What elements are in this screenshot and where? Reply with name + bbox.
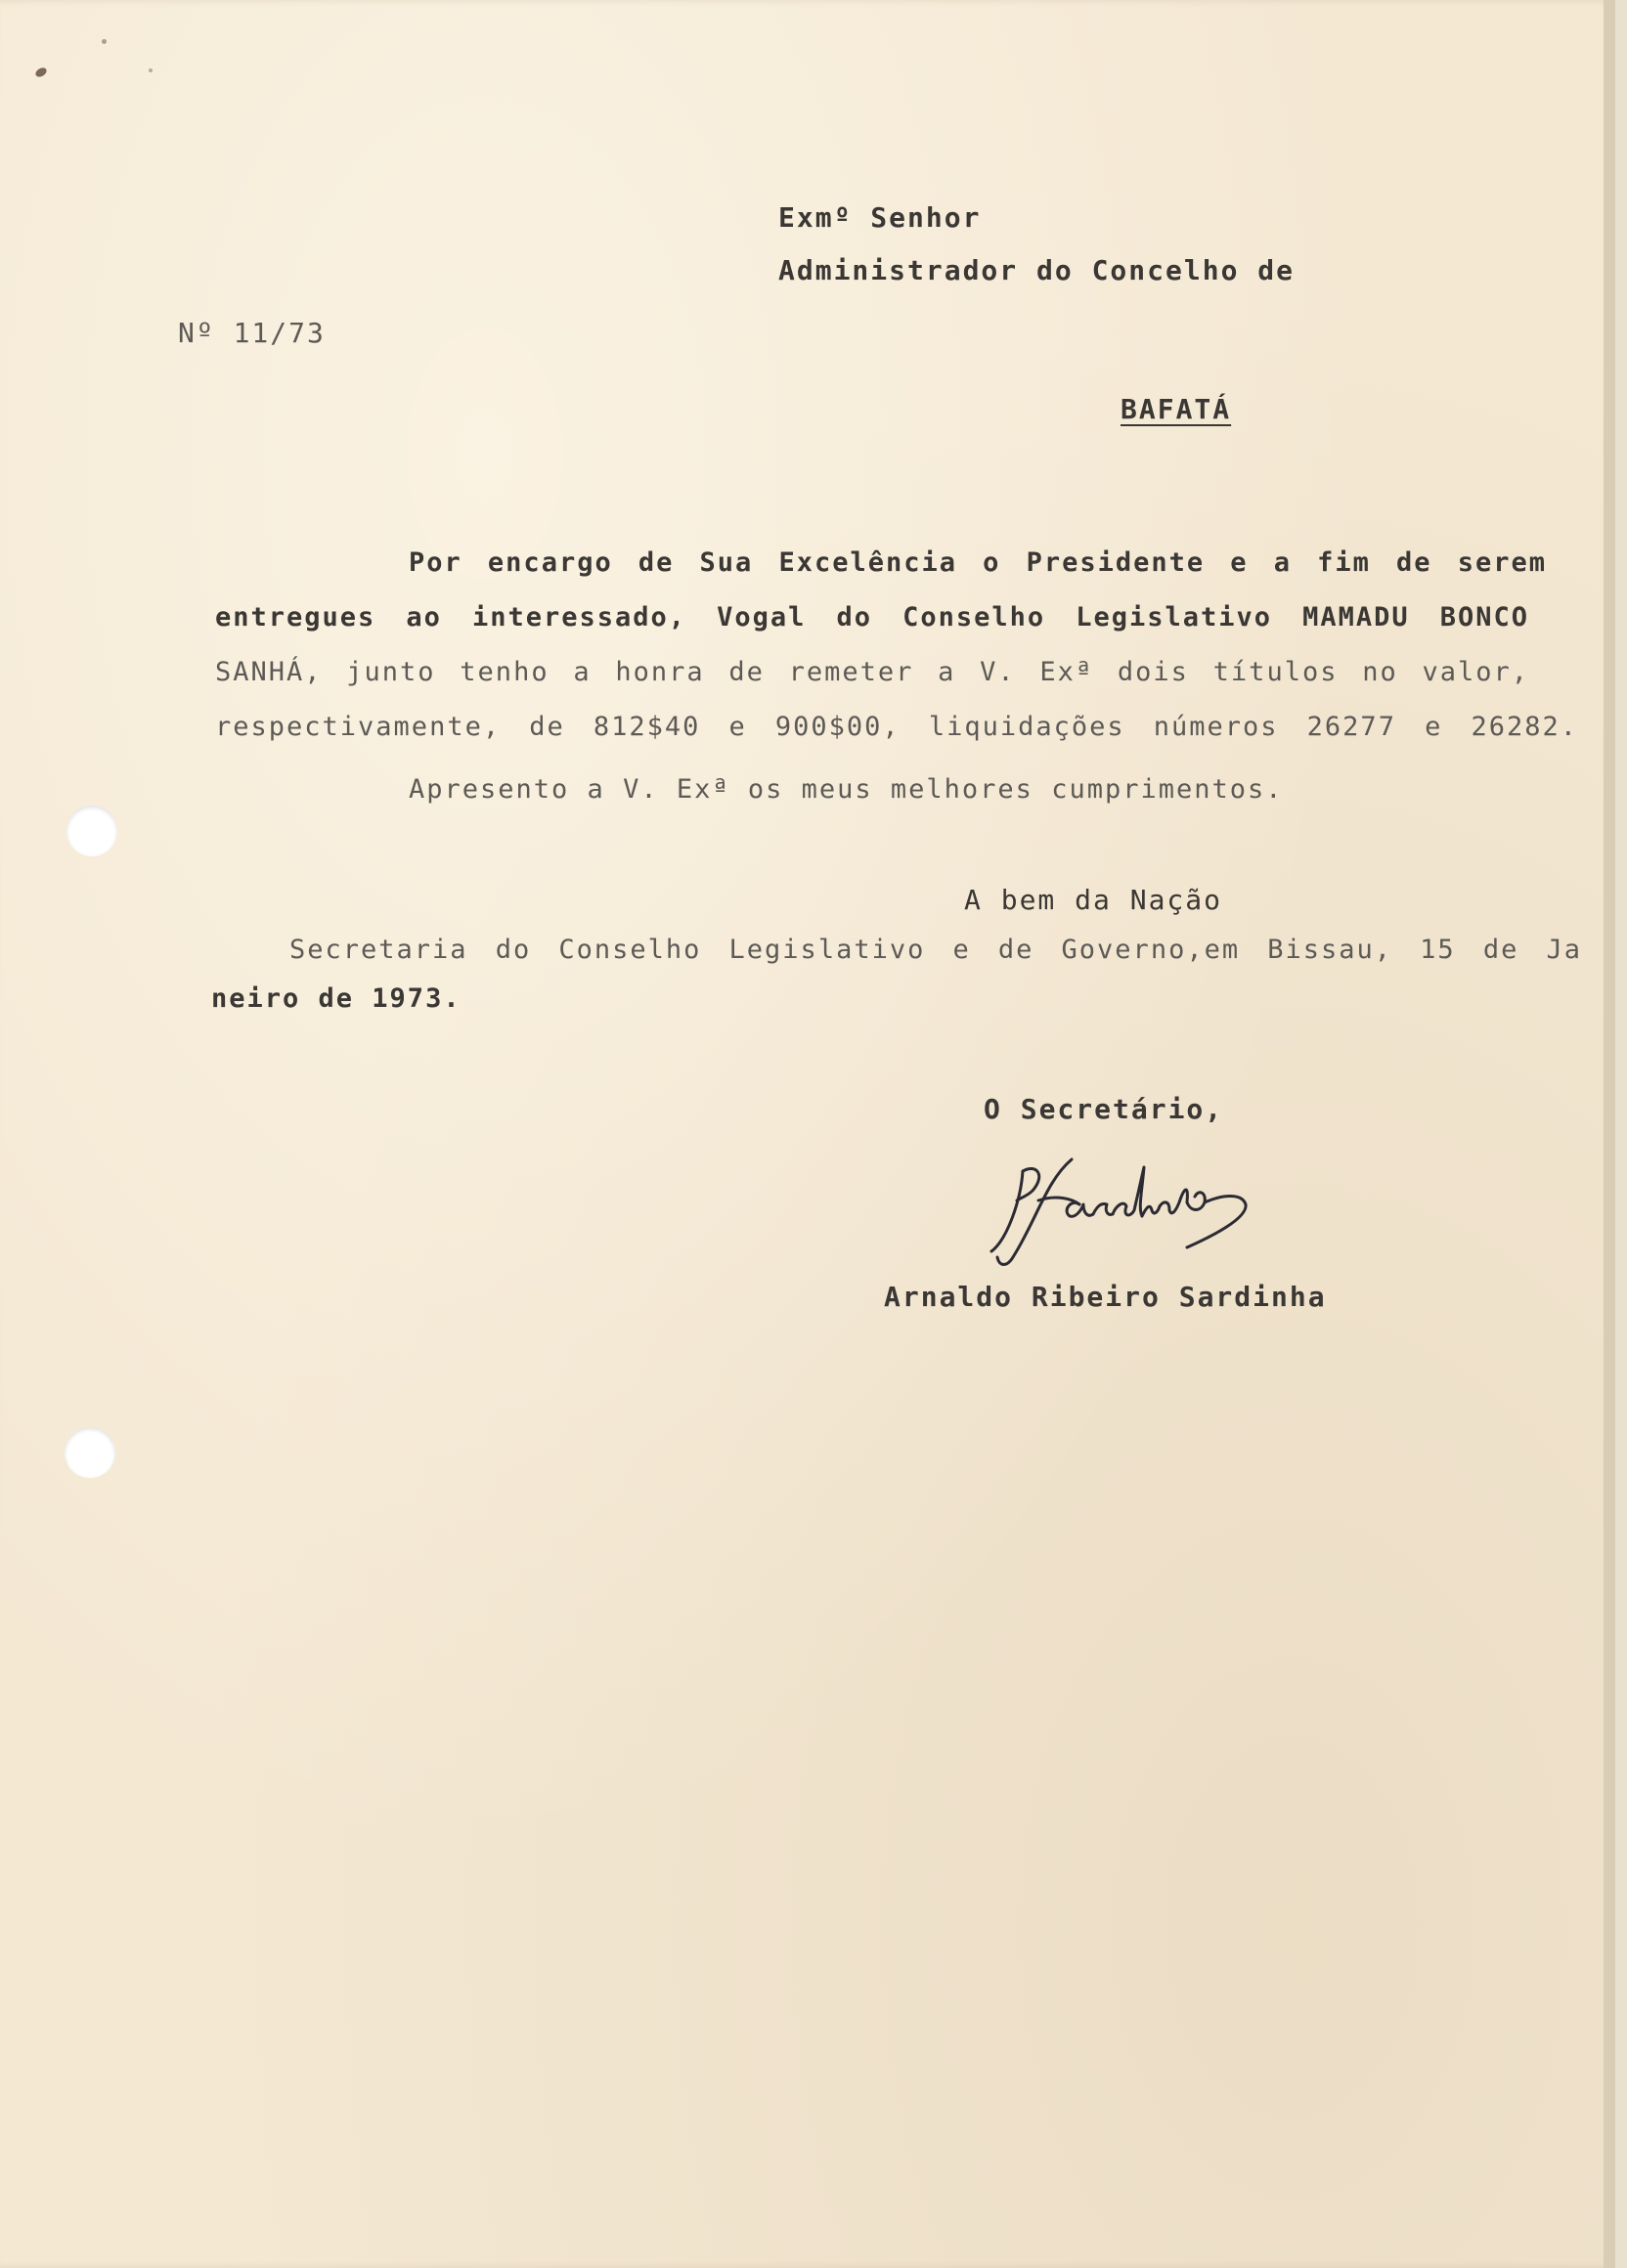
addressee-title: Administrador do Concelho de (778, 254, 1296, 286)
closing-motto: A bem da Nação (964, 884, 1223, 916)
punch-hole-icon (65, 1427, 115, 1478)
paper-speck (34, 66, 48, 79)
body-line: Por encargo de Sua Excelência o Presidente e a fim de serem (409, 547, 1547, 578)
signer-role: O Secretário, (984, 1093, 1224, 1125)
destination: BAFATÁ (1121, 393, 1232, 425)
compliments-line: Apresento a V. Exª os meus melhores cumprimentos. (409, 774, 1284, 805)
punch-hole-icon (66, 806, 117, 856)
reference-number: Nº 11/73 (178, 317, 326, 349)
body-line: respectivamente, de 812$40 e 900$00, liquidações números 26277 e 26282. (215, 712, 1578, 742)
signer-name: Arnaldo Ribeiro Sardinha (884, 1281, 1327, 1313)
signature-icon (978, 1142, 1271, 1279)
place-date-line: neiro de 1973. (211, 983, 462, 1014)
page-edge (1604, 0, 1615, 2268)
body-line: SANHÁ, junto tenho a honra de remeter a V. Exª dois títulos no valor, (215, 657, 1529, 687)
addressee-salutation: Exmº Senhor (778, 201, 982, 234)
paper-speck (149, 68, 153, 72)
paper-speck (102, 39, 107, 44)
body-line: entregues ao interessado, Vogal do Conselho Legislativo MAMADU BONCO (215, 602, 1529, 632)
place-date-line: Secretaria do Conselho Legislativo e de Governo,em Bissau, 15 de Ja (289, 935, 1582, 965)
